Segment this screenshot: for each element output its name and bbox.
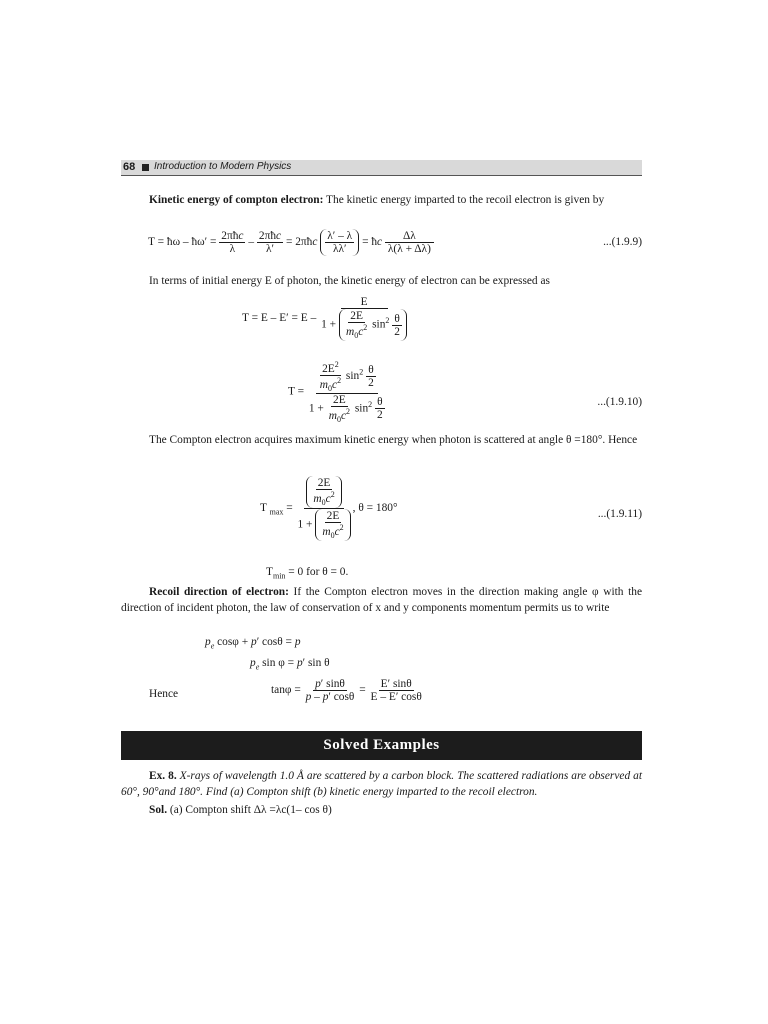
equation-1-9-10: T = $\frac{2E^2}{m_0c^2}$ $\sin^2$ $\frac{\theta}{2}$ 1 + $\frac{2E}{m_0c^2}$ $\sin^2$ $\frac{\theta}{2}$ bbox=[288, 360, 383, 424]
solution-label: Sol. bbox=[149, 804, 168, 816]
page-number: 68 bbox=[123, 161, 136, 173]
example-label: Ex. 8. bbox=[149, 770, 177, 782]
momentum-y-equation: $p_e$ sin φ = p′ sin θ bbox=[250, 657, 330, 672]
tan-phi-equation: tanφ = $\frac{p' \sin\theta}{p - p' \cos\theta}$ = $\frac{E' \sin\theta}{E - E' \cos\theta}$ bbox=[271, 678, 422, 703]
momentum-x-equation: $p_e$ cosφ + p′ cosθ = p bbox=[205, 636, 301, 651]
initial-energy-text: In terms of initial energy E of photon, the kinetic energy of electron can be expressed as bbox=[149, 275, 550, 287]
eq-number-1-9-10: ...(1.9.10) bbox=[597, 396, 642, 408]
tmin-line: $T_{min} = 0$ for θ = 0. bbox=[266, 566, 349, 581]
solution-line bbox=[149, 802, 642, 818]
eq-number-1-9-9: ...(1.9.9) bbox=[603, 236, 642, 248]
example-8 bbox=[121, 768, 642, 800]
recoil-heading: Recoil direction of electron: bbox=[149, 586, 289, 598]
book-title: Introduction to Modern Physics bbox=[154, 161, 292, 172]
running-header bbox=[121, 160, 642, 176]
equation-1-9-9: T = ħω – ħω′ = $\frac{\text{2πħc}}{\lambda}$ – $\frac{\text{2πħc}}{\lambda'}$ = 2πħc $\frac{\lambda' - \lambda}{\lambda\lambda'}$ = ħc $\frac{\Delta\lambda}{\lambda(\lambda + \Delta\lambda)}$ bbox=[148, 229, 434, 256]
theta-condition: , θ = 180° bbox=[352, 502, 398, 515]
hence-label: Hence bbox=[149, 688, 179, 700]
max-ke-text: The Compton electron acquires maximum kinetic energy when photon is scattered at angle θ =180°. Hence bbox=[149, 434, 638, 446]
eq-number-1-9-11: ...(1.9.11) bbox=[597, 508, 642, 520]
tmin-text: = 0 for θ = 0. bbox=[288, 566, 349, 578]
equation-t-e: T = E – E′ = E – E 1 + $\frac{2E}{m_0c^2}$ $\sin^2$ $\frac{\theta}{2}$ bbox=[242, 296, 409, 341]
ke-text: The kinetic energy imparted to the recoil electron is given by bbox=[323, 194, 605, 206]
recoil-text: If the Compton electron moves in the direction making angle φ with the direction of incident photon, the law of conservation of x and y components momentum permits us to write bbox=[121, 586, 643, 614]
recoil-paragraph bbox=[121, 584, 642, 616]
example-text: X-rays of wavelength 1.0 Å are scattered by a carbon block. The scattered radiations are observed at 60°, 90°and 180°. Find (a) Compton shift (b) kinetic energy imparted to the recoil electron. bbox=[121, 770, 642, 798]
solution-text: (a) Compton shift Δλ =λc(1– cos θ) bbox=[167, 804, 332, 816]
solved-examples-banner: Solved Examples bbox=[121, 731, 642, 760]
ke-paragraph bbox=[121, 192, 642, 208]
equation-1-9-11: T $_{max}$ = $\frac{2E}{m_0c^2}$ 1 + $\frac{2E}{m_0c^2}$ , θ = 180° bbox=[260, 477, 398, 541]
square-bullet-icon bbox=[142, 164, 149, 171]
ke-heading: Kinetic energy of compton electron: bbox=[149, 194, 324, 206]
